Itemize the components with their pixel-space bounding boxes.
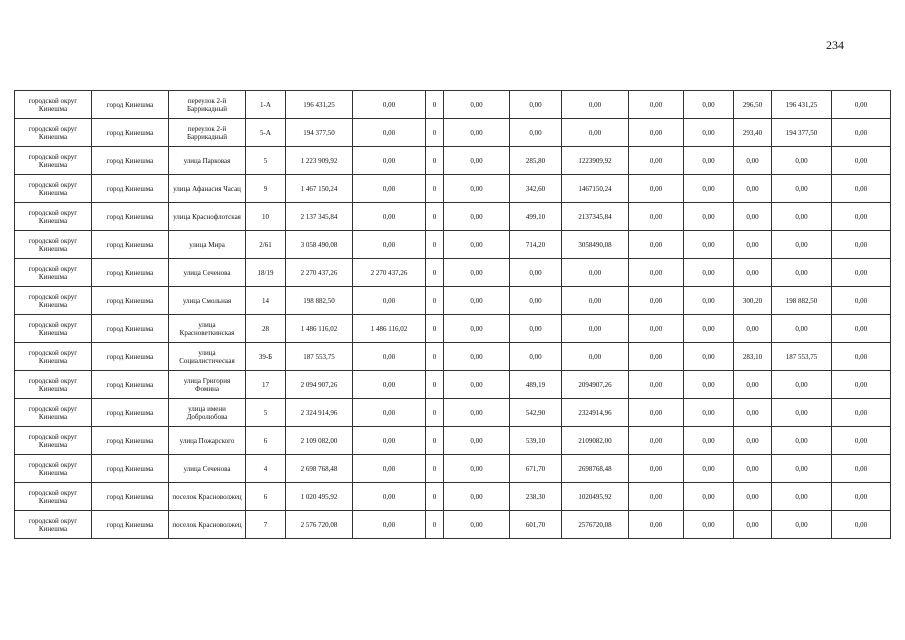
table-cell: 28 <box>246 315 286 343</box>
table-cell: улица Социалистическая <box>169 343 246 371</box>
table-cell: 283,10 <box>734 343 772 371</box>
table-cell: 6 <box>246 483 286 511</box>
table-cell: 0 <box>426 259 444 287</box>
table-cell: 0,00 <box>629 315 684 343</box>
table-cell: 0,00 <box>629 511 684 539</box>
table-cell: 3058490,08 <box>562 231 629 259</box>
table-cell: 0,00 <box>444 91 510 119</box>
table-cell: 5 <box>246 399 286 427</box>
table-cell: 14 <box>246 287 286 315</box>
table-cell: 0,00 <box>629 203 684 231</box>
table-cell: городской округ Кинешма <box>15 511 92 539</box>
table-cell: 0,00 <box>562 287 629 315</box>
table-cell: 2 094 907,26 <box>286 371 353 399</box>
table-row <box>15 315 891 343</box>
table-cell: 0,00 <box>832 147 891 175</box>
table-cell: 0,00 <box>510 343 562 371</box>
table-cell: 0,00 <box>734 147 772 175</box>
table-cell: городской округ Кинешма <box>15 231 92 259</box>
table-cell: 0,00 <box>832 175 891 203</box>
table-cell: городской округ Кинешма <box>15 203 92 231</box>
table-cell: 0,00 <box>444 399 510 427</box>
table-cell: 1 223 909,92 <box>286 147 353 175</box>
table-cell: 0,00 <box>353 427 426 455</box>
table-cell: 0,00 <box>832 427 891 455</box>
table-cell: 0,00 <box>629 119 684 147</box>
table-cell: 1467150,24 <box>562 175 629 203</box>
table-cell: 0,00 <box>353 203 426 231</box>
table-cell: 0,00 <box>832 203 891 231</box>
table-cell: 0,00 <box>734 483 772 511</box>
table-cell: 0,00 <box>684 259 734 287</box>
table-cell: 10 <box>246 203 286 231</box>
table-cell: 601,70 <box>510 511 562 539</box>
table-cell: 0,00 <box>772 315 832 343</box>
table-cell: 0,00 <box>562 343 629 371</box>
table-cell: 0,00 <box>629 259 684 287</box>
table-cell: город Кинешма <box>92 371 169 399</box>
table-cell: 0,00 <box>734 315 772 343</box>
table-cell: 4 <box>246 455 286 483</box>
table-cell: 0,00 <box>734 231 772 259</box>
table-cell: 0,00 <box>734 427 772 455</box>
table-cell: 0,00 <box>832 511 891 539</box>
table-cell: 0,00 <box>684 315 734 343</box>
table-cell: 1-А <box>246 91 286 119</box>
table-cell: 0,00 <box>772 175 832 203</box>
table-cell: 0,00 <box>353 455 426 483</box>
table-cell: 0,00 <box>353 175 426 203</box>
table-cell: 0,00 <box>562 91 629 119</box>
table-cell: 0,00 <box>734 455 772 483</box>
table-cell: 0,00 <box>444 287 510 315</box>
table-cell: 1 467 150,24 <box>286 175 353 203</box>
table-cell: 0,00 <box>510 91 562 119</box>
table-cell: поселок Красноволжец <box>169 511 246 539</box>
table-cell: 0,00 <box>353 91 426 119</box>
table-cell: городской округ Кинешма <box>15 147 92 175</box>
table-cell: 1 486 116,02 <box>286 315 353 343</box>
table-cell: 2576720,08 <box>562 511 629 539</box>
table-cell: 0,00 <box>353 147 426 175</box>
table-cell: 0 <box>426 287 444 315</box>
table-row <box>15 119 891 147</box>
table-cell: 0,00 <box>629 399 684 427</box>
table-cell: 0,00 <box>832 119 891 147</box>
table-cell: 0,00 <box>684 427 734 455</box>
table-cell: 285,80 <box>510 147 562 175</box>
table-cell: 2 270 437,26 <box>353 259 426 287</box>
table-row <box>15 511 891 539</box>
table-cell: 5 <box>246 147 286 175</box>
table-cell: 296,50 <box>734 91 772 119</box>
table-cell: 0,00 <box>734 371 772 399</box>
table-cell: 1020495,92 <box>562 483 629 511</box>
table-cell: 198 882,50 <box>286 287 353 315</box>
table-cell: 0,00 <box>684 511 734 539</box>
table-cell: 0 <box>426 483 444 511</box>
table-cell: поселок Красноволжец <box>169 483 246 511</box>
table-cell: 0,00 <box>510 315 562 343</box>
table-cell: 0,00 <box>684 455 734 483</box>
table-cell: 499,10 <box>510 203 562 231</box>
table-cell: город Кинешма <box>92 399 169 427</box>
table-cell: 0,00 <box>684 287 734 315</box>
table-cell: 196 431,25 <box>772 91 832 119</box>
table-cell: 9 <box>246 175 286 203</box>
table-cell: 1 486 116,02 <box>353 315 426 343</box>
table-cell: 3 058 490,08 <box>286 231 353 259</box>
table-row <box>15 483 891 511</box>
table-cell: улица Мира <box>169 231 246 259</box>
table-cell: 0,00 <box>832 483 891 511</box>
table-cell: 0,00 <box>734 511 772 539</box>
table-cell: город Кинешма <box>92 427 169 455</box>
table-row <box>15 343 891 371</box>
table-cell: улица Парковая <box>169 147 246 175</box>
table-cell: 2 270 437,26 <box>286 259 353 287</box>
table-cell: 542,90 <box>510 399 562 427</box>
table-cell: 2109082,00 <box>562 427 629 455</box>
table-cell: 5-А <box>246 119 286 147</box>
table-row <box>15 371 891 399</box>
table-cell: 0,00 <box>684 91 734 119</box>
table-cell: улица Сеченова <box>169 455 246 483</box>
table-cell: город Кинешма <box>92 119 169 147</box>
table-cell: город Кинешма <box>92 287 169 315</box>
table-cell: 0,00 <box>444 175 510 203</box>
table-cell: 0,00 <box>629 427 684 455</box>
table-cell: 0,00 <box>444 231 510 259</box>
table-cell: 2094907,26 <box>562 371 629 399</box>
table-cell: переулок 2-й Баррикадный <box>169 119 246 147</box>
table-cell: 2324914,96 <box>562 399 629 427</box>
table-cell: 0,00 <box>510 259 562 287</box>
table-cell: 0,00 <box>353 119 426 147</box>
table-cell: 0,00 <box>832 455 891 483</box>
table-cell: 0,00 <box>444 371 510 399</box>
table-cell: 0,00 <box>684 483 734 511</box>
table-cell: 6 <box>246 427 286 455</box>
table-cell: 0,00 <box>684 399 734 427</box>
table-cell: 0,00 <box>444 259 510 287</box>
table-cell: 0,00 <box>562 259 629 287</box>
table-cell: 0,00 <box>353 231 426 259</box>
table-cell: городской округ Кинешма <box>15 259 92 287</box>
table-cell: городской округ Кинешма <box>15 371 92 399</box>
table-cell: 0,00 <box>772 203 832 231</box>
table-cell: 0,00 <box>629 483 684 511</box>
table-cell: 489,19 <box>510 371 562 399</box>
table-cell: 1 020 495,92 <box>286 483 353 511</box>
table-cell: 0 <box>426 119 444 147</box>
table-cell: городской округ Кинешма <box>15 119 92 147</box>
table-row <box>15 91 891 119</box>
table-cell: 0,00 <box>772 259 832 287</box>
table-cell: 2 324 914,96 <box>286 399 353 427</box>
table-cell: 2 109 082,00 <box>286 427 353 455</box>
table-cell: город Кинешма <box>92 455 169 483</box>
table-cell: 0,00 <box>629 455 684 483</box>
table-cell: городской округ Кинешма <box>15 343 92 371</box>
table-row <box>15 427 891 455</box>
table-cell: 671,70 <box>510 455 562 483</box>
table-cell: 2 137 345,84 <box>286 203 353 231</box>
table-cell: улица Пожарского <box>169 427 246 455</box>
table-cell: 0,00 <box>734 399 772 427</box>
table-cell: 2 576 720,08 <box>286 511 353 539</box>
table-cell: 2 698 768,48 <box>286 455 353 483</box>
table-cell: городской округ Кинешма <box>15 175 92 203</box>
table-cell: 0,00 <box>772 147 832 175</box>
table-cell: 0,00 <box>444 511 510 539</box>
table-cell: 18/19 <box>246 259 286 287</box>
table-cell: 17 <box>246 371 286 399</box>
table-cell: 0 <box>426 231 444 259</box>
table-cell: 2698768,48 <box>562 455 629 483</box>
table-cell: городской округ Кинешма <box>15 315 92 343</box>
table-cell: 0,00 <box>444 315 510 343</box>
table-cell: 0,00 <box>629 147 684 175</box>
table-cell: 0,00 <box>353 287 426 315</box>
table-cell: улица Афанасия Часац <box>169 175 246 203</box>
table-cell: 0 <box>426 147 444 175</box>
table-cell: городской округ Кинешма <box>15 455 92 483</box>
table-cell: город Кинешма <box>92 91 169 119</box>
table-cell: 0 <box>426 203 444 231</box>
table-cell: город Кинешма <box>92 175 169 203</box>
table-cell: 0,00 <box>353 371 426 399</box>
table-cell: 187 553,75 <box>286 343 353 371</box>
table-cell: 2137345,84 <box>562 203 629 231</box>
table-cell: переулок 2-й Баррикадный <box>169 91 246 119</box>
table-row <box>15 231 891 259</box>
table-cell: 539,10 <box>510 427 562 455</box>
table-cell: 0 <box>426 343 444 371</box>
table-cell: город Кинешма <box>92 343 169 371</box>
table-cell: 0,00 <box>629 343 684 371</box>
table-cell: 198 882,50 <box>772 287 832 315</box>
table-cell: 0,00 <box>684 203 734 231</box>
table-cell: 714,20 <box>510 231 562 259</box>
table-cell: 7 <box>246 511 286 539</box>
table-cell: город Кинешма <box>92 147 169 175</box>
table-cell: город Кинешма <box>92 231 169 259</box>
table-cell: 0,00 <box>684 343 734 371</box>
table-row <box>15 399 891 427</box>
table-cell: 39-Б <box>246 343 286 371</box>
table-cell: городской округ Кинешма <box>15 287 92 315</box>
table-cell: 0,00 <box>684 119 734 147</box>
table-cell: 0,00 <box>629 371 684 399</box>
table-cell: 0,00 <box>832 315 891 343</box>
page-number: 234 <box>826 38 844 52</box>
table-cell: 0,00 <box>772 231 832 259</box>
table-cell: 0,00 <box>684 147 734 175</box>
table-cell: 0,00 <box>562 119 629 147</box>
table-cell: 0,00 <box>629 91 684 119</box>
table-row <box>15 147 891 175</box>
table-cell: 196 431,25 <box>286 91 353 119</box>
table-cell: 0,00 <box>353 511 426 539</box>
table-cell: город Кинешма <box>92 259 169 287</box>
table-cell: 0,00 <box>832 231 891 259</box>
table-row <box>15 203 891 231</box>
table-cell: 0 <box>426 399 444 427</box>
table-cell: 194 377,50 <box>286 119 353 147</box>
table-cell: 0,00 <box>562 315 629 343</box>
table-cell: 0,00 <box>629 175 684 203</box>
table-cell: 293,40 <box>734 119 772 147</box>
table-row <box>15 259 891 287</box>
table-cell: улица Красноветкинская <box>169 315 246 343</box>
table-cell: улица Григория Фомина <box>169 371 246 399</box>
table-cell: 0,00 <box>832 371 891 399</box>
table-cell: 0,00 <box>734 259 772 287</box>
table-cell: 0,00 <box>772 455 832 483</box>
table-cell: 0,00 <box>353 343 426 371</box>
table-cell: 0,00 <box>444 427 510 455</box>
table-row <box>15 455 891 483</box>
table-cell: городской округ Кинешма <box>15 483 92 511</box>
table-cell: 0,00 <box>444 147 510 175</box>
table-cell: 0,00 <box>832 91 891 119</box>
table-cell: 0,00 <box>772 371 832 399</box>
table-cell: город Кинешма <box>92 315 169 343</box>
table-cell: 0 <box>426 315 444 343</box>
table-body <box>15 91 891 539</box>
table-cell: 0,00 <box>510 287 562 315</box>
table-cell: 1223909,92 <box>562 147 629 175</box>
table-cell: 0,00 <box>444 343 510 371</box>
table-cell: город Кинешма <box>92 203 169 231</box>
table-cell: 0,00 <box>684 231 734 259</box>
table-cell: 0 <box>426 91 444 119</box>
table-cell: улица Краснофлотская <box>169 203 246 231</box>
table-cell: 0,00 <box>444 119 510 147</box>
table-cell: 238,30 <box>510 483 562 511</box>
table-cell: 0 <box>426 511 444 539</box>
table-cell: город Кинешма <box>92 483 169 511</box>
table-cell: 0,00 <box>684 371 734 399</box>
table-cell: 0,00 <box>510 119 562 147</box>
table-cell: городской округ Кинешма <box>15 399 92 427</box>
table-cell: улица имени Добролюбова <box>169 399 246 427</box>
table-cell: 0,00 <box>684 175 734 203</box>
table-cell: 2/61 <box>246 231 286 259</box>
table-cell: 0,00 <box>629 231 684 259</box>
table-cell: 0 <box>426 455 444 483</box>
table-cell: городской округ Кинешма <box>15 427 92 455</box>
table-cell: 0,00 <box>772 511 832 539</box>
table-cell: 0,00 <box>444 455 510 483</box>
table-cell: 0,00 <box>629 287 684 315</box>
table-cell: город Кинешма <box>92 511 169 539</box>
table-cell: 0,00 <box>353 399 426 427</box>
table-cell: 0,00 <box>444 203 510 231</box>
table-cell: 0,00 <box>772 483 832 511</box>
table-row <box>15 175 891 203</box>
table-cell: 187 553,75 <box>772 343 832 371</box>
table-cell: 0 <box>426 427 444 455</box>
table-cell: 0,00 <box>444 483 510 511</box>
table-cell: 0,00 <box>832 399 891 427</box>
table-cell: городской округ Кинешма <box>15 91 92 119</box>
table-cell: 0,00 <box>353 483 426 511</box>
table-cell: улица Смольная <box>169 287 246 315</box>
table-cell: 0,00 <box>772 399 832 427</box>
table-cell: 0,00 <box>734 175 772 203</box>
table-cell: 0 <box>426 175 444 203</box>
table-cell: 0,00 <box>832 287 891 315</box>
table-cell: 0,00 <box>772 427 832 455</box>
table-cell: 194 377,50 <box>772 119 832 147</box>
table-cell: 0,00 <box>832 259 891 287</box>
table-cell: 0 <box>426 371 444 399</box>
table-cell: 0,00 <box>832 343 891 371</box>
data-table <box>14 90 891 539</box>
table-cell: улица Сеченова <box>169 259 246 287</box>
table-cell: 0,00 <box>734 203 772 231</box>
table-row <box>15 287 891 315</box>
table-cell: 300,20 <box>734 287 772 315</box>
table-cell: 342,60 <box>510 175 562 203</box>
